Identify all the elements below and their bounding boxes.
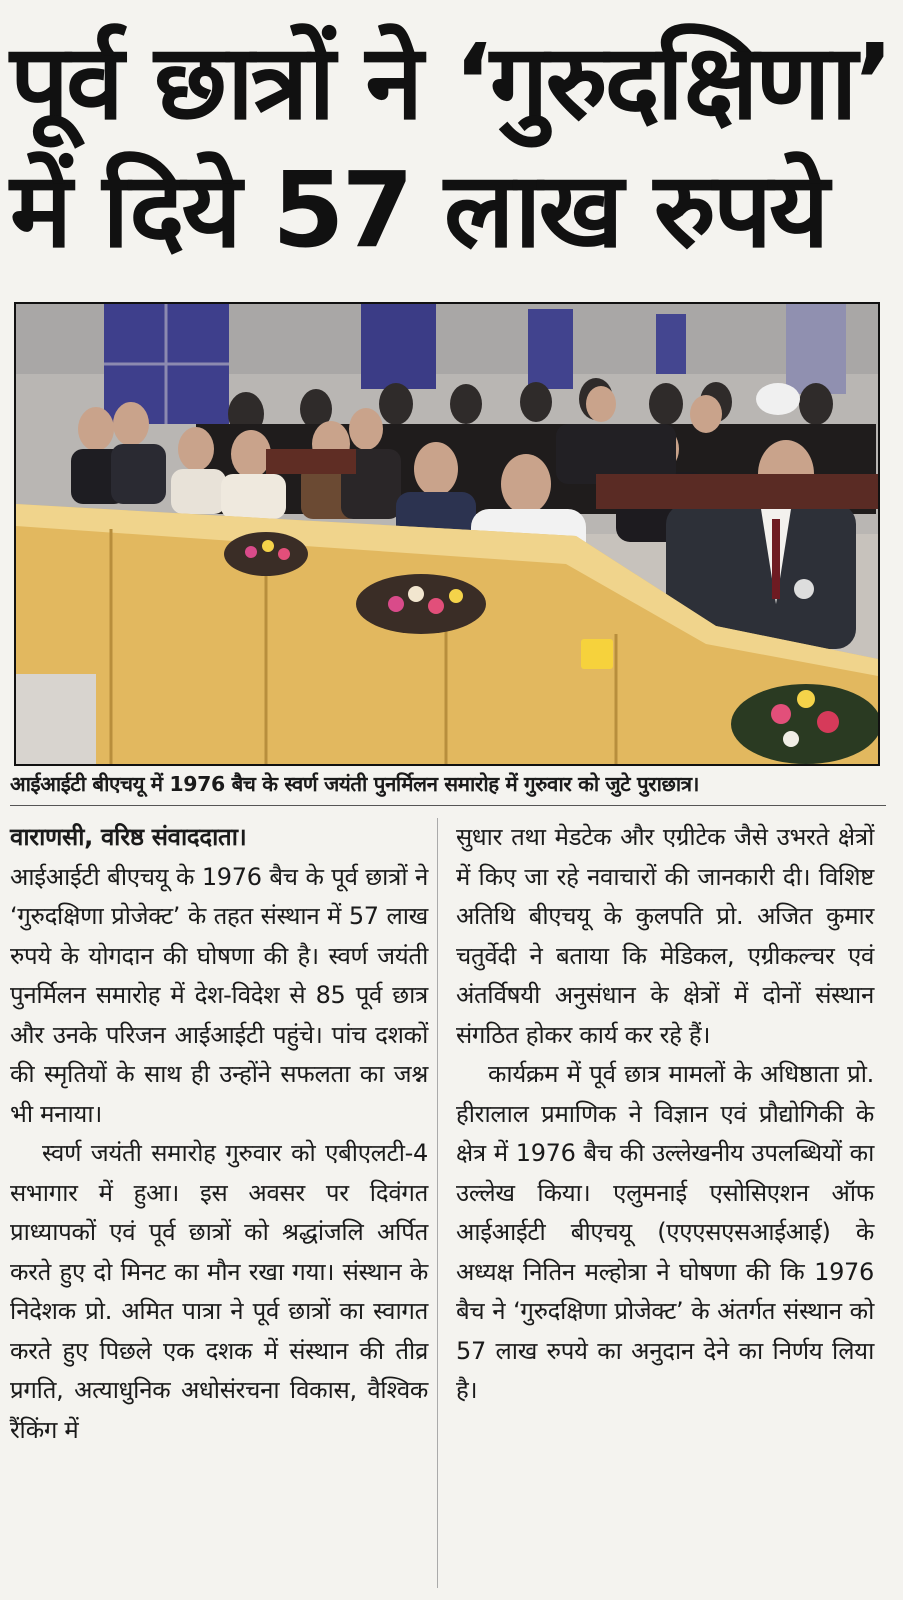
column-divider (437, 818, 438, 1588)
headline (10, 18, 890, 274)
headline-line-1: पूर्व छात्रों ने ‘गुरुदक्षिणा’ (10, 21, 892, 143)
headline-line-2: में दिये 57 लाख रुपये (10, 149, 827, 271)
photo-caption: आईआईटी बीएचयू में 1976 बैच के स्वर्ण जयंती पुनर्मिलन समारोह में गुरुवार को जुटे पुराछात्र। (10, 772, 700, 796)
audience-photo-illustration (16, 304, 878, 764)
article-paragraph-4: कार्यक्रम में पूर्व छात्र मामलों के अधिष्ठाता प्रो. हीरालाल प्रमाणिक ने विज्ञान एवं प्रौद्योगिकी के क्षेत्र में 1976 बैच की उल्लेखनीय उपलब्धियों का उल्लेख किया। एलुमनाई एसोसिएशन ऑफ आईआईटी बीएचयू (एएएसएसआईआई) के अध्यक्ष नितिन मल्होत्रा ने घोषणा की कि 1976 बैच ने ‘गुरुदक्षिणा प्रोजेक्ट’ के अंतर्गत संस्थान को 57 लाख रुपये का अनुदान देने का निर्णय लिया है। (456, 1060, 874, 1404)
article-column-left (10, 818, 428, 1450)
caption-divider (10, 805, 886, 806)
news-photo (14, 302, 880, 766)
article-paragraph-2: स्वर्ण जयंती समारोह गुरुवार को एबीएलटी-4 सभागार में हुआ। इस अवसर पर दिवंगत प्राध्यापकों एवं पूर्व छात्रों को श्रद्धांजलि अर्पित करते हुए दो मिनट का मौन रखा गया। संस्थान के निदेशक प्रो. अमित पात्रा ने पूर्व छात्रों का स्वागत करते हुए पिछले एक दशक में संस्थान की तीव्र प्रगति, अत्याधुनिक अधोसंरचना विकास, वैश्विक रैंकिंग में (10, 1139, 428, 1444)
article-paragraph-1: आईआईटी बीएचयू के 1976 बैच के पूर्व छात्रों ने ‘गुरुदक्षिणा प्रोजेक्ट’ के तहत संस्थान में 57 लाख रुपये के योगदान की घोषणा की है। स्वर्ण जयंती पुनर्मिलन समारोह में देश-विदेश से 85 पूर्व छात्र और उनके परिजन आईआईटी पहुंचे। पांच दशकों की स्मृतियों के साथ ही उन्होंने सफलता का जश्न भी मनाया। (10, 862, 428, 1128)
dateline: वाराणसी, वरिष्ठ संवाददाता। (10, 823, 247, 851)
article-column-right (456, 818, 874, 1411)
article-paragraph-3: सुधार तथा मेडटेक और एग्रीटेक जैसे उभरते क्षेत्रों में किए जा रहे नवाचारों की जानकारी दी। विशिष्ट अतिथि बीएचयू के कुलपति प्रो. अजित कुमार चतुर्वेदी ने बताया कि मेडिकल, एग्रीकल्चर एवं अंतर्विषयी अनुसंधान के क्षेत्रों में दोनों संस्थान संगठित होकर कार्य कर रहे हैं। (456, 823, 874, 1049)
